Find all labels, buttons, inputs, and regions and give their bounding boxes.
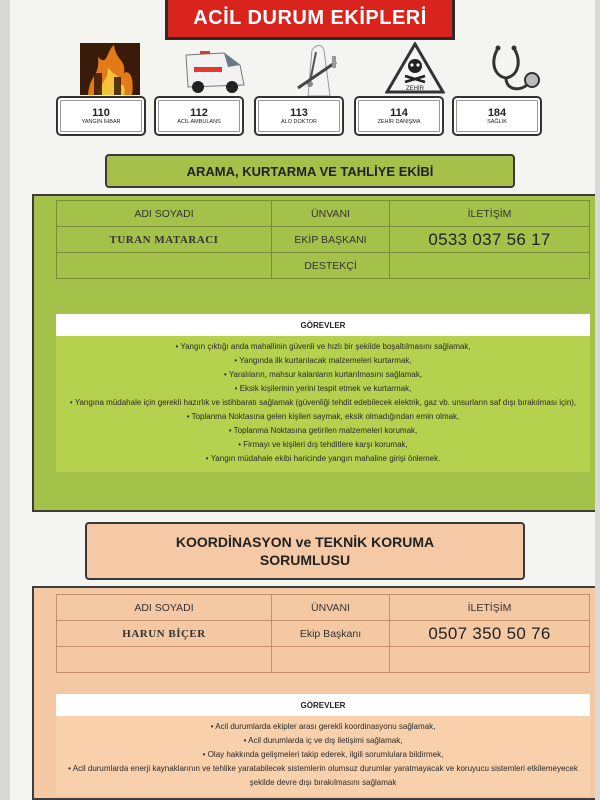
member-name: HARUN BİÇER bbox=[57, 621, 272, 647]
label: SAĞLIK bbox=[487, 119, 507, 125]
duties-header: GÖREVLER bbox=[56, 314, 590, 336]
number: 184 bbox=[487, 107, 507, 119]
team2-panel bbox=[32, 586, 595, 800]
team1-table bbox=[56, 200, 590, 279]
poster bbox=[10, 0, 595, 800]
team1-panel bbox=[32, 194, 595, 512]
team2-title-line2: SORUMLUSU bbox=[259, 552, 351, 568]
list-item: • Yangında ilk kurtarılacak malzemeleri kurtarmak, bbox=[64, 354, 582, 368]
team2-title-line1: KOORDİNASYON ve TEKNİK KORUMA bbox=[175, 534, 435, 550]
list-item: • Yangına müdahale için gerekli hazırlık ve istihbaratı sağlamak (güvenliği tehdit edebilecek elektrik, gaz vb. unsurların saf dışı bırakılması için), bbox=[64, 396, 582, 410]
empty-cell bbox=[272, 647, 390, 673]
emergency-number-doctor bbox=[254, 96, 344, 136]
list-item: • Yangın müdahale ekibi haricinde yangın mahaline girişi önlemek. bbox=[64, 452, 582, 466]
header-contact: İLETİŞİM bbox=[390, 201, 590, 227]
number: 113 bbox=[290, 107, 308, 119]
ambulance-icon bbox=[175, 44, 255, 98]
member-title: EKİP BAŞKANI bbox=[272, 227, 390, 253]
emergency-number-fire bbox=[56, 96, 146, 136]
team2-table bbox=[56, 594, 590, 673]
label: ACİL AMBULANS bbox=[177, 119, 221, 125]
table-row bbox=[57, 253, 590, 279]
team1-duties bbox=[56, 314, 590, 472]
list-item: • Acil durumlarda iç ve dış iletişimi sağlamak, bbox=[64, 734, 582, 748]
header-name: ADI SOYADI bbox=[57, 201, 272, 227]
empty-cell bbox=[390, 647, 590, 673]
fire-icon bbox=[70, 42, 150, 96]
label: ALO DOKTOR bbox=[281, 119, 317, 125]
duties-header: GÖREVLER bbox=[56, 694, 590, 716]
emergency-number-ambulance bbox=[154, 96, 244, 136]
member-phone: 0533 037 56 17 bbox=[390, 227, 590, 253]
member-title: DESTEKÇİ bbox=[272, 253, 390, 279]
duties-list bbox=[56, 716, 590, 796]
list-item: • Eksik kişilerinin yerini tespit etmek ve kurtarmak, bbox=[64, 382, 582, 396]
member-phone: 0507 350 50 76 bbox=[390, 621, 590, 647]
duties-list bbox=[56, 336, 590, 472]
label: YANGIN İHBAR bbox=[81, 119, 121, 125]
team2-duties bbox=[56, 694, 590, 796]
table-header-row bbox=[57, 595, 590, 621]
member-phone bbox=[390, 253, 590, 279]
list-item: • Yaralıların, mahsur kalanların kurtarılmasını sağlamak, bbox=[64, 368, 582, 382]
label: ZEHİR DANIŞMA bbox=[377, 119, 421, 125]
list-item: • Acil durumlarda enerji kaynaklarının ve tehlike yaratabilecek sistemlerin olumsuz durumlar yaratmayacak ve koruyucu sistemleri etkilemeyecek şekilde devre dışı bırakılmasını sağlamak bbox=[64, 762, 582, 790]
emergency-number-poison bbox=[354, 96, 444, 136]
table-row bbox=[57, 227, 590, 253]
svg-text:ZEHİR: ZEHİR bbox=[406, 86, 424, 92]
list-item: • Olay hakkında gelişmeleri takip ederek, ilgili sorumlulara bildirmek, bbox=[64, 748, 582, 762]
header-name: ADI SOYADI bbox=[57, 595, 272, 621]
team2-title bbox=[85, 522, 525, 580]
number: 114 bbox=[390, 107, 408, 119]
list-item: • Toplanma Noktasına gelen kişileri saymak, eksik olmadığından emin olmak, bbox=[64, 410, 582, 424]
doctor-icon bbox=[278, 42, 358, 96]
header-title: ÜNVANI bbox=[272, 595, 390, 621]
list-item: • Firmayı ve kişileri dış tehditlere karşı korumak, bbox=[64, 438, 582, 452]
member-title: Ekip Başkanı bbox=[272, 621, 390, 647]
empty-cell bbox=[57, 647, 272, 673]
poison-icon bbox=[375, 42, 455, 96]
table-row bbox=[57, 647, 590, 673]
stethoscope-icon bbox=[475, 42, 555, 96]
list-item: • Toplanma Noktasına getirilen malzemeleri korumak, bbox=[64, 424, 582, 438]
list-item: • Yangın çıktığı anda mahallinin güvenli ve hızlı bir şekilde boşaltılmasını sağlamak, bbox=[64, 340, 582, 354]
header-contact: İLETİŞİM bbox=[390, 595, 590, 621]
member-name bbox=[57, 253, 272, 279]
page-title: ACİL DURUM EKİPLERİ bbox=[165, 0, 455, 40]
table-header-row bbox=[57, 201, 590, 227]
team1-title: ARAMA, KURTARMA VE TAHLİYE EKİBİ bbox=[105, 154, 515, 188]
member-name: TURAN MATARACI bbox=[57, 227, 272, 253]
header-title: ÜNVANI bbox=[272, 201, 390, 227]
emergency-number-health bbox=[452, 96, 542, 136]
number: 112 bbox=[190, 107, 208, 119]
table-row bbox=[57, 621, 590, 647]
list-item: • Acil durumlarda ekipler arası gerekli koordinasyonu sağlamak, bbox=[64, 720, 582, 734]
number: 110 bbox=[92, 107, 110, 119]
